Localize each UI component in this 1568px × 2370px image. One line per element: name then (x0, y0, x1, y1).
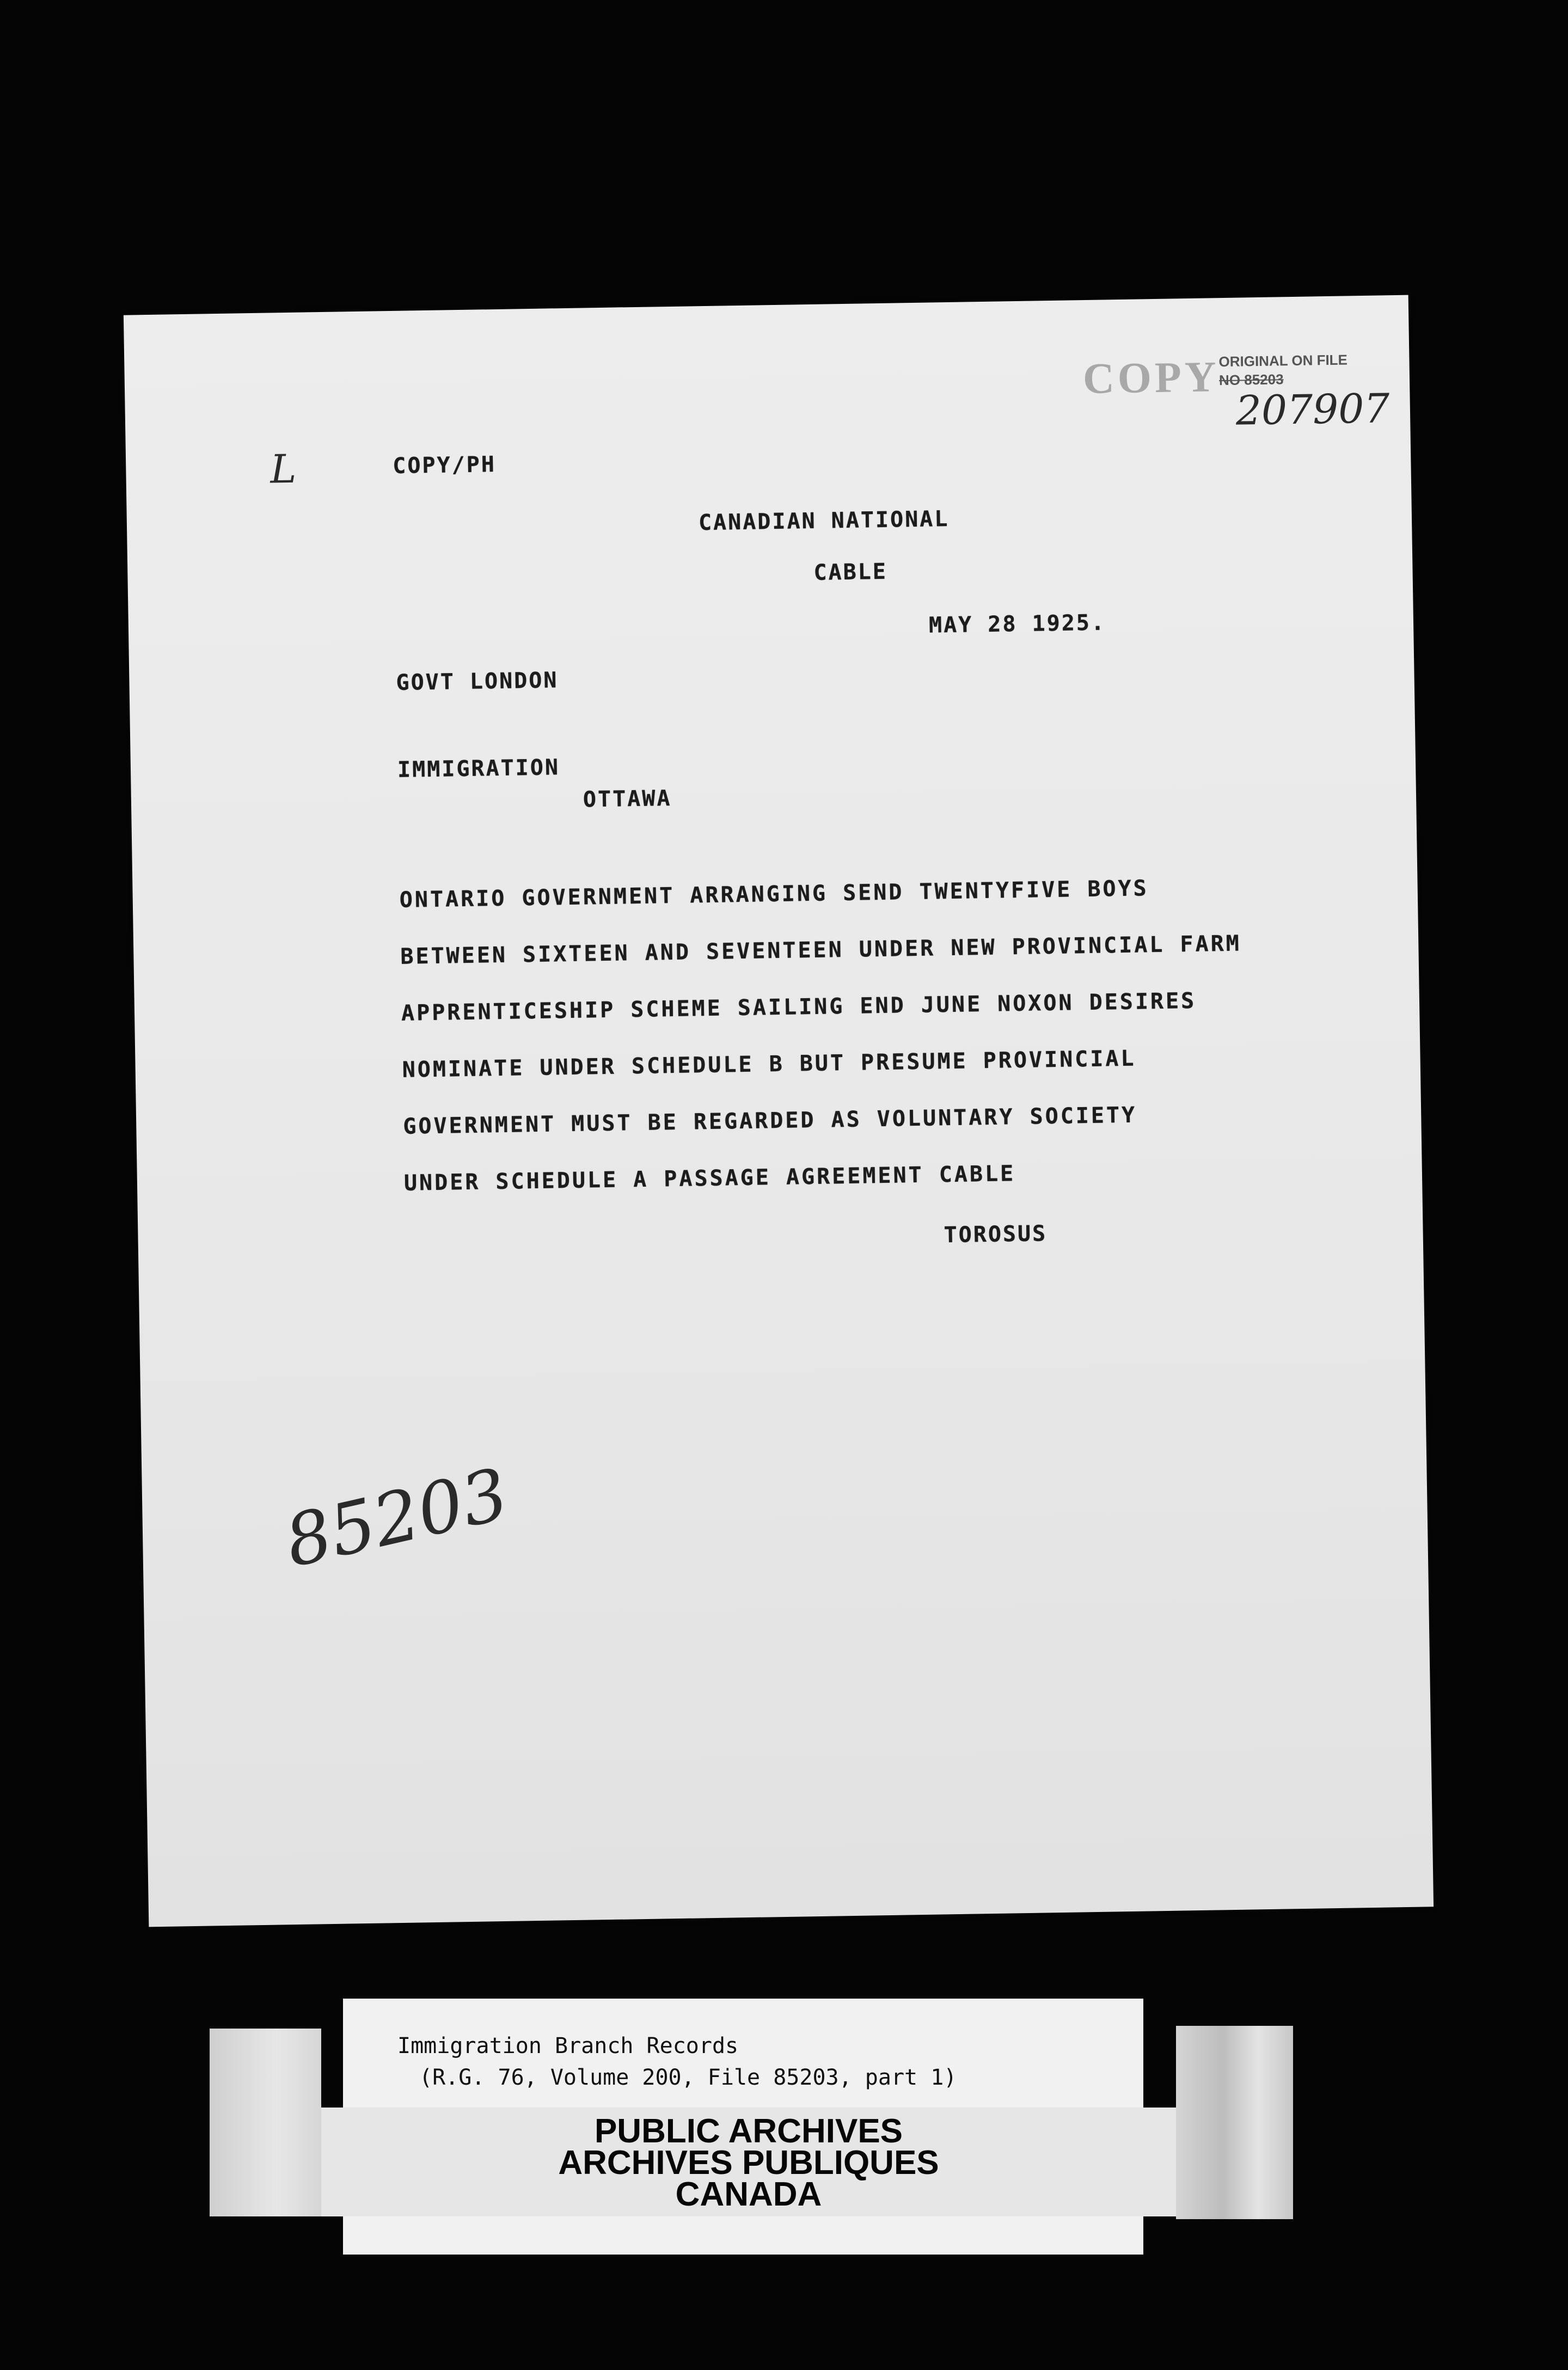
message-line: APPRENTICESHIP SCHEME SAILING END JUNE NOXON DESIRES (401, 988, 1197, 1026)
record-line-1: Immigration Branch Records (397, 2033, 739, 2059)
message-line: BETWEEN SIXTEEN AND SEVENTEEN UNDER NEW PROVINCIAL FARM (400, 931, 1242, 969)
recipient-city: OTTAWA (583, 786, 672, 813)
sender: GOVT LONDON (396, 668, 559, 695)
archives-institution (321, 2112, 1176, 2213)
archive-record-reference (397, 2030, 957, 2093)
stamp-line-1: ORIGINAL ON FILE (1218, 351, 1348, 370)
record-line-2: (R.G. 76, Volume 200, File 85203, part 1) (419, 2065, 957, 2090)
handwritten-reference-number: 207907 (1235, 385, 1391, 435)
original-on-file-stamp (1218, 350, 1347, 389)
copy-reference: COPY/PH (392, 452, 497, 479)
handwritten-file-number: 85203 (277, 1452, 516, 1584)
margin-check-mark: L (270, 445, 297, 492)
copy-stamp: COPY (1082, 353, 1220, 404)
message-line: NOMINATE UNDER SCHEDULE B BUT PRESUME PROVINCIAL (402, 1046, 1136, 1083)
stamp-line-2: NO 85203 (1218, 371, 1284, 389)
document-sheet (124, 295, 1434, 1927)
message-line: GOVERNMENT MUST BE REGARDED AS VOLUNTARY SOCIETY (403, 1102, 1137, 1139)
label-tab-left (210, 2029, 321, 2216)
cable-date: MAY 28 1925. (928, 610, 1106, 638)
header-company: CANADIAN NATIONAL (698, 506, 950, 536)
signature: TOROSUS (944, 1221, 1048, 1248)
cable-message-body (399, 856, 1412, 1212)
recipient-department: IMMIGRATION (397, 755, 560, 783)
label-tab-right (1176, 2026, 1293, 2219)
institution-line-3: CANADA (675, 2176, 822, 2213)
header-cable: CABLE (813, 559, 888, 585)
message-line: UNDER SCHEDULE A PASSAGE AGREEMENT CABLE (403, 1161, 1016, 1196)
institution-line-2: ARCHIVES PUBLIQUES (558, 2144, 939, 2182)
message-line: ONTARIO GOVERNMENT ARRANGING SEND TWENTYFIVE BOYS (399, 876, 1149, 913)
institution-line-1: PUBLIC ARCHIVES (594, 2112, 903, 2150)
